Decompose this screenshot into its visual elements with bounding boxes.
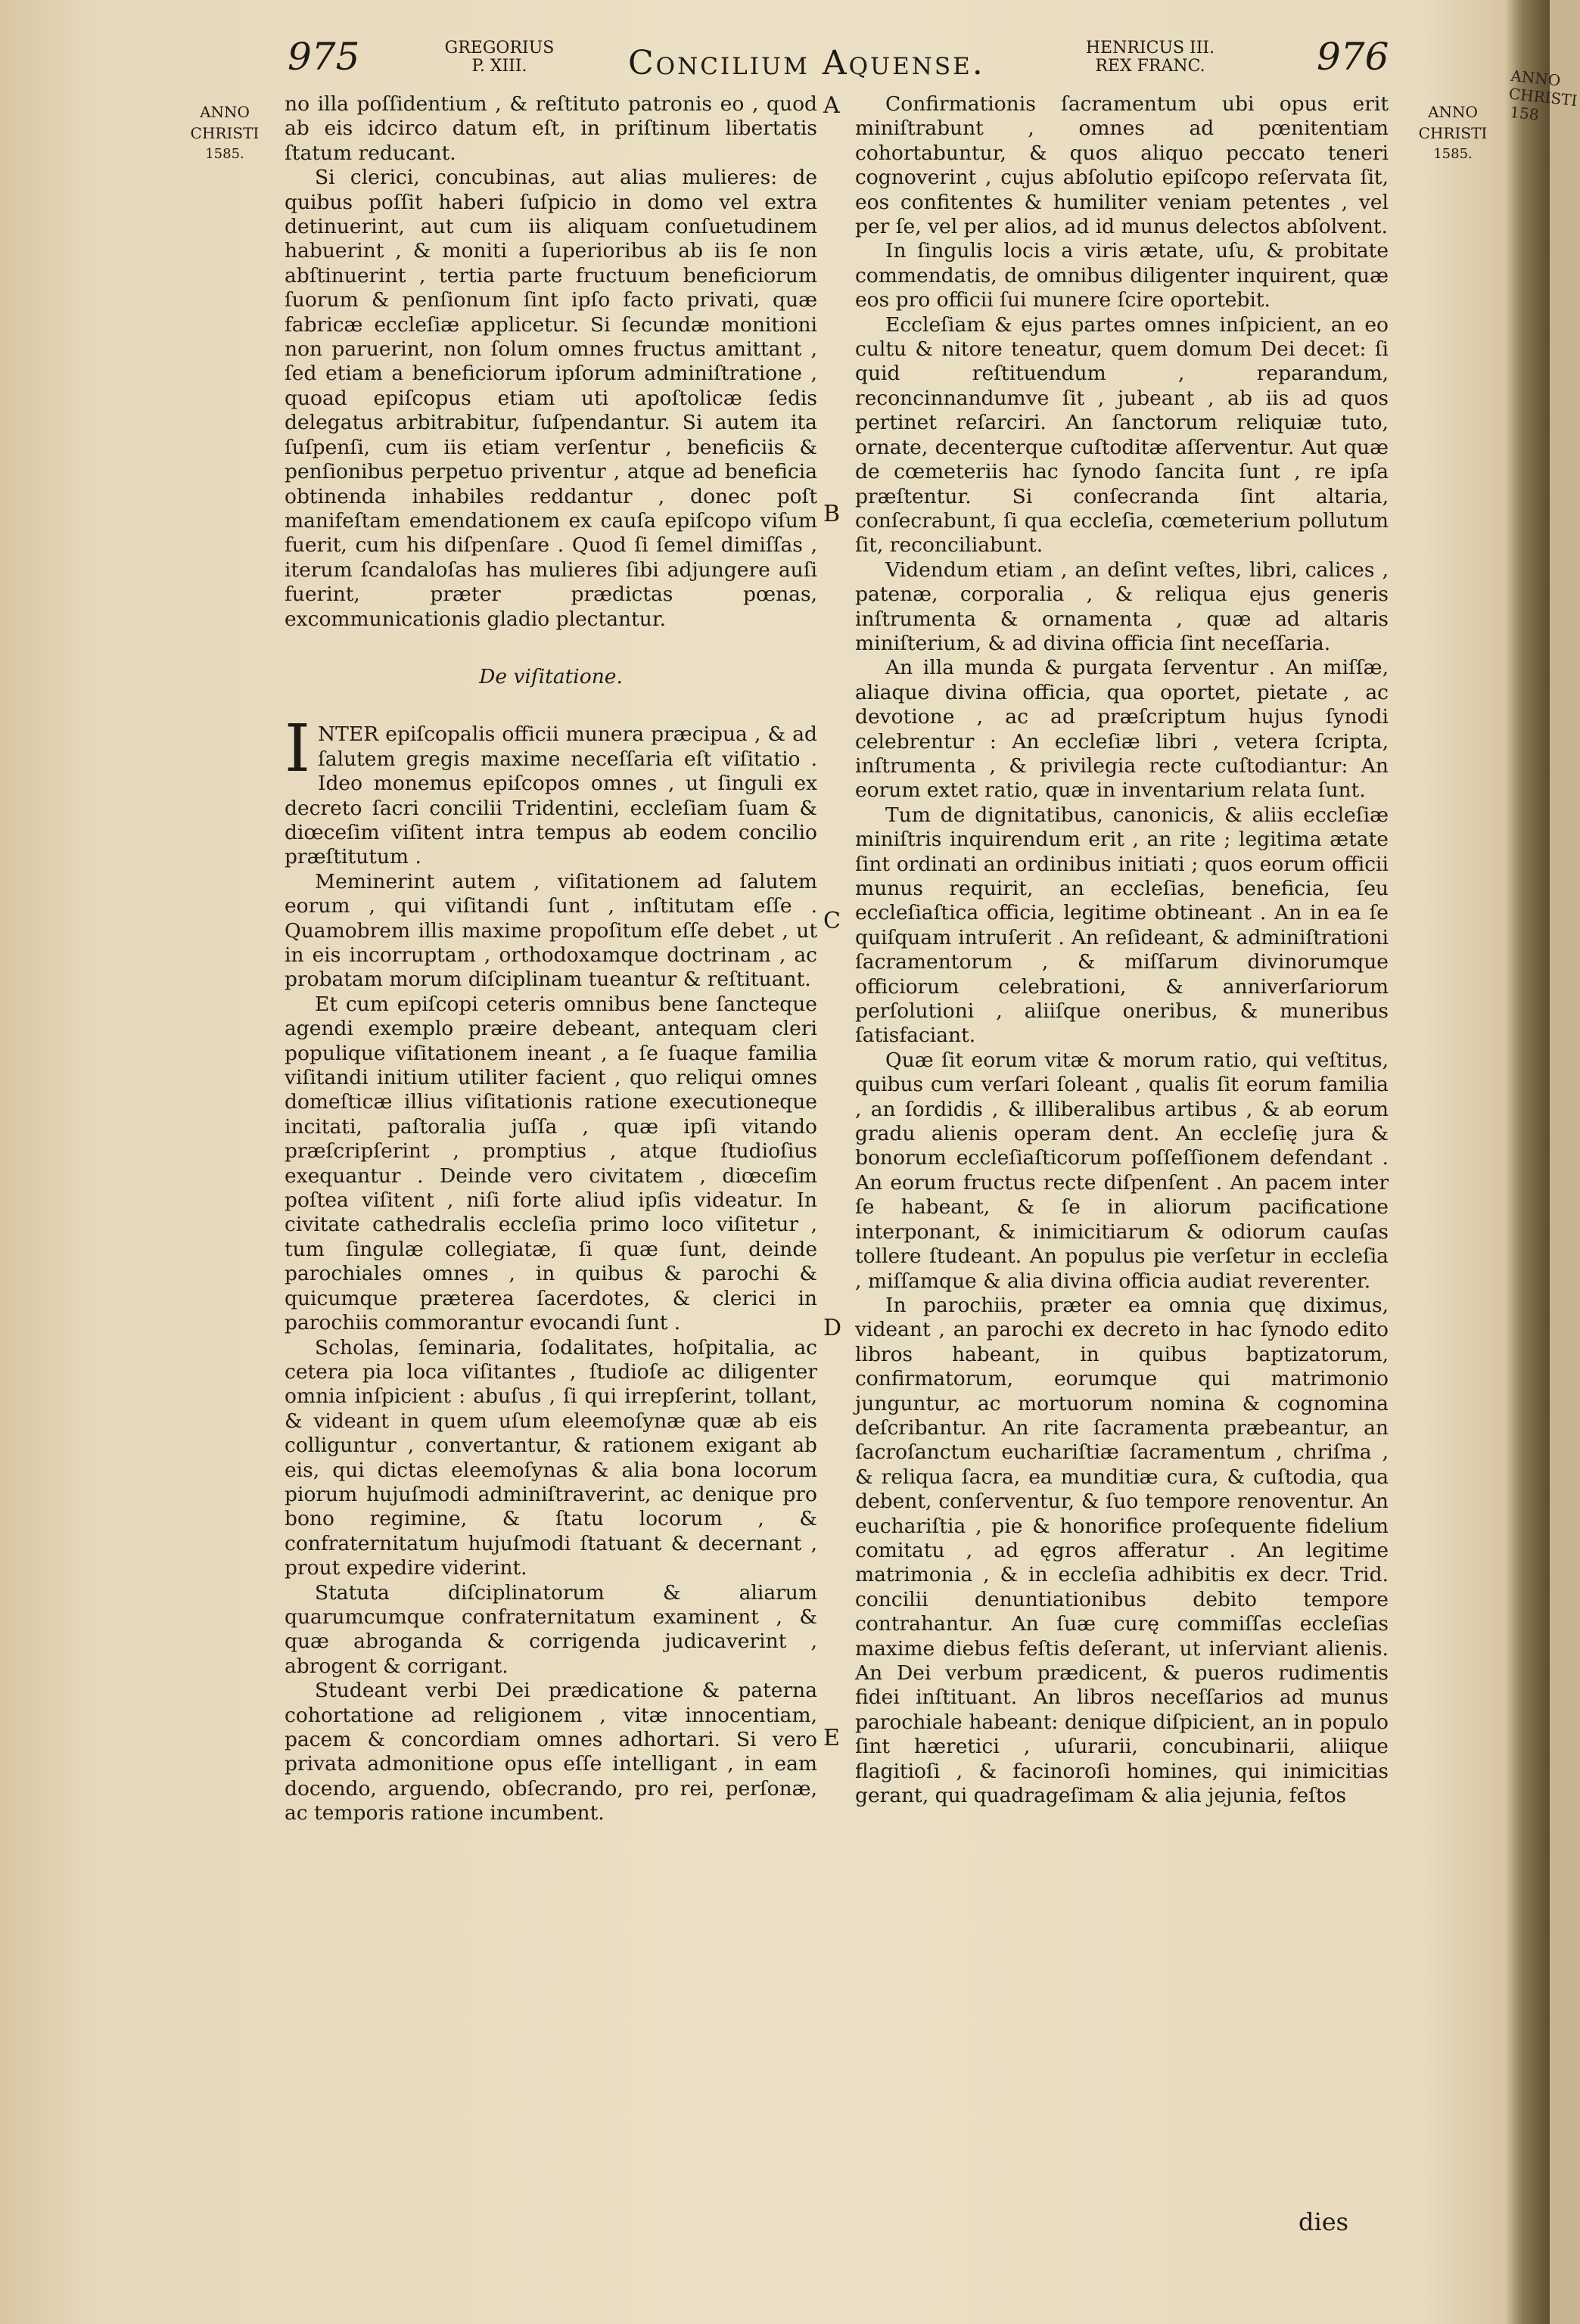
paragraph: Videndum etiam , an deſint veſtes, libri, calices , patenæ, corporalia , & reliqua ejus generis inſtrumenta & ornamenta , quæ ad altaris miniſterium, & ad divina officia ſint neceſſaria. <box>855 558 1389 655</box>
running-head-right-line1: HENRICUS III. <box>1085 39 1215 57</box>
section-letter-e: E <box>823 1725 840 1751</box>
page-number-right: 976 <box>1317 35 1389 79</box>
paragraph: Scholas, ſeminaria, ſodalitates, hoſpitalia, ac cetera pia loca viſitantes , ſtudioſe ac diligenter omnia inſpicient : abuſus , ſi qui irrepſerint, tollant, & videant in quem uſum eleemoſynæ quæ ab eis colliguntur , convertantur, & rationem exigant ab eis, qui dictas eleemoſynas & alia bona locorum piorum hujuſmodi adminiſtraverint, ac denique pro bono regimine, & ſtatu locorum , & confraternitatum hujuſmodi ſtatuant & decernant , prout expedire viderint. <box>285 1335 817 1580</box>
margin-note-year-right <box>1404 101 1502 165</box>
running-head-left <box>439 39 560 76</box>
paragraph: Et cum epiſcopi ceteris omnibus bene ſancteque agendi exemplo præire debeant, antequam cleri populique viſitationem ineant , a ſe ſuaque familia viſitandi initium utiliter facient , quo reliqui omnes domeſticæ illius viſitationis ratione executioneque incitati, paſtoralia juſſa , quæ ipſi vitando præſcripſerint , promptius , atque ſtudioſius exequantur . Deinde vero civitatem , diœceſim poſtea viſitent , niſi forte aliud ipſis videatur. In civitate cathedralis eccleſia primo loco viſitetur , tum ſingulæ collegiatæ, ſi quæ ſunt, deinde parochiales omnes , in quibus & parochi & quicumque præterea ſacerdotes, & clerici in parochiis commorantur evocandi ſunt . <box>285 992 817 1335</box>
margin-note-year: 1585. <box>205 146 244 162</box>
paragraph: Tum de dignitatibus, canonicis, & aliis eccleſiæ miniſtris inquirendum erit , an rite ; legitima ætate ſint ordinati an ordinibus initiati ; quos eorum officii munus requirit, an eccleſias, beneficia, ſeu eccleſiaſtica officia, legitime obtineant . An in ea ſe quiſquam intruſerit . An reſideant, & adminiſtrationi ſacramentorum , & miſſarum divinorumque officiorum celebrationi, & anniverſariorum perſolutioni , aliiſque oneribus, & muneribus ſatisfaciant. <box>855 803 1389 1048</box>
paragraph: In parochiis, præter ea omnia quę diximus, videant , an parochi ex decreto in hac ſynodo edito libros habeant, in quibus baptizatorum, confirmatorum, eorumque qui matrimonio junguntur, ac mortuorum nomina & cognomina deſcribantur. An rite ſacramenta præbeantur, an ſacroſanctum euchariſtiæ ſacramentum , chriſma , & reliqua ſacra, ea munditiæ cura, & cuſtodia, qua debent, conſerventur, & ſuo tempore renoventur. An euchariſtia , pie & honorifice proſequente fidelium comitatu , ad ęgros afferatur . An legitime matrimonia , & in eccleſia adhibitis ex decr. Trid. concilii denuntiationibus debito tempore contrahantur. An ſuæ curę commiſſas eccleſias maxime diebus feſtis deſerant, ut inſerviant alienis. An Dei verbum prædicent, & pueros rudimentis fidei inſtituant. An libros neceſſarios ad munus parochiale habeant: denique diſpicient, an in populo ſint hæretici , uſurarii, concubinarii, aliique flagitioſi , & facinoroſi homines, qui inimicitias gerant, qui quadrageſimam & alia jejunia, feſtos <box>855 1293 1389 1808</box>
margin-note-christi: CHRISTI <box>1418 124 1488 142</box>
paragraph: Studeant verbi Dei prædicatione & paterna cohortatione ad religionem , vitæ innocentiam, pacem & concordiam omnes adhortari. Si vero privata admonitione opus eſſe intelligant , in eam docendo, arguendo, obſecrando, pro rei, perſonæ, ac temporis ratione incumbent. <box>285 1679 817 1825</box>
margin-note-christi: CHRISTI <box>190 124 260 142</box>
paragraph: An illa munda & purgata ſerventur . An miſſæ, aliaque divina officia, qua oportet, pietate , ac devotione , ac ad præſcriptum hujus ſynodi celebrentur : An eccleſiæ libri , vetera ſcripta, inſtrumenta , & privilegia recte cuſtodiantur: An eorum extet ratio, quæ in inventarium relata ſunt. <box>855 656 1389 803</box>
facing-page-edge <box>1504 0 1578 2324</box>
paragraph: Si clerici, concubinas, aut alias mulieres: de quibus poſſit haberi ſuſpicio in domo vel extra detinuerint, aut cum iis aliquam conſuetudinem habuerint , & moniti a ſuperioribus ab iis ſe non abſtinuerint , tertia parte fructuum beneficiorum ſuorum & penſionum ſint ipſo facto privati, quæ fabricæ eccleſiæ applicetur. Si ſecundæ monitioni non paruerint, non ſolum omnes fructus amittant , ſed etiam a beneficiorum ipſorum adminiſtratione , quoad epiſcopus etiam uti apoſtolicæ ſedis delegatus arbitrabitur, ſuſpendantur. Si autem ita ſuſpenſi, cum iis etiam verſentur , beneficiis & penſionibus perpetuo priventur , atque ad beneficia obtinenda inhabiles reddantur , donec poſt manifeſtam emendationem ex cauſa epiſcopo viſum fuerit, cum his diſpenſare . Quod ſi ſemel dimiſſas , iterum ſcandaloſas has mulieres ſibi adjungere auſi fuerint, præter prædictas pœnas, excommunicationis gladio plectantur. <box>285 166 817 631</box>
section-letter-a: A <box>823 92 840 119</box>
margin-note-anno: ANNO <box>1428 103 1478 121</box>
right-column <box>855 92 1389 1808</box>
catchword: dies <box>1299 2207 1349 2236</box>
left-column <box>285 92 817 1826</box>
paragraph: Meminerint autem , viſitationem ad ſalutem eorum , qui viſitandi ſunt , inſtitutam eſſe . Quamobrem illis maxime propoſitum eſſe debet , ut in eis incorruptam , orthodoxamque doctrinam , ac probatam morum diſciplinam tueantur & reſtituant. <box>285 869 817 992</box>
paragraph: Statuta diſciplinatorum & aliarum quarumcumque confraternitatum examinent , & quæ abroganda & corrigenda judicaverint , abrogent & corrigant. <box>285 1580 817 1678</box>
page-number-left: 975 <box>288 35 360 79</box>
drop-cap: I <box>285 711 310 788</box>
section-letter-c: C <box>823 908 841 934</box>
running-head-right <box>1075 39 1226 76</box>
paragraph-with-drop-cap <box>285 711 817 869</box>
running-head-left-line2: P. XIII. <box>471 57 527 76</box>
margin-note-year: 1585. <box>1433 146 1473 162</box>
paragraph: Eccleſiam & ejus partes omnes inſpicient, an eo cultu & nitore teneatur, quem domum Dei decet: ſi quid reſtituendum , reparandum, reconcinnandumve ſit , jubeant , ab iis ad quos pertinet reſarciri. An ſanctorum reliquiæ tuto, ornate, decenterque cuſtoditæ aſſerventur. Aut quæ de cœmeteriis hac ſynodo ſancita ſunt , re ipſa præſtentur. Si conſecranda ſint altaria, conſecrabunt, ſi qua eccleſia, cœmeterium pollutum ſit, reconciliabunt. <box>855 312 1389 558</box>
paragraph: Quæ ſit eorum vitæ & morum ratio, qui veſtitus, quibus cum verſari ſoleant , qualis ſit eorum familia , an ſordidis , & illiberalibus artibus , & ab eorum gradu alienis operam dent. An eccleſię jura & bonorum eccleſiaſticorum poſſeſſionem defendant . An eorum fructus recte diſpenſent . An pacem inter ſe habeant, & ſe in aliorum pacificatione interponant, & inimicitiarum & odiorum cauſas tollere ſtudeant. An populus pie verſetur in eccleſia , miſſamque & alia divina officia audiat reverenter. <box>855 1048 1389 1293</box>
paragraph: no illa poſſidentium , & reſtituto patronis eo , quod ab eis idcirco datum eſt, in priſtinum libertatis ſtatum reducant. <box>285 92 817 165</box>
section-letter-d: D <box>823 1315 842 1341</box>
page-header <box>288 35 1389 88</box>
margin-note-year-left <box>176 101 274 165</box>
section-letter-b: B <box>823 501 841 527</box>
facing-page-margin-note: ANNO CHRISTI 158 <box>1507 66 1578 124</box>
running-title: Concilium Aquense. <box>628 44 985 82</box>
paragraph: Confirmationis ſacramentum ubi opus erit miniſtrabunt , omnes ad pœnitentiam cohortabuntur, & quos aliquo peccato teneri cognoverint , cujus abſolutio epiſcopo reſervata ſit, eos confitentes & humiliter veniam petentes , vel per ſe, vel per alios, ad id munus delectos abſolvent. <box>855 92 1389 239</box>
section-heading: De viſitatione. <box>479 664 623 688</box>
paragraph-text: NTER epiſcopalis officii munera præcipua , & ad ſalutem gregis maxime neceſſaria eſt viſitatio . Ideo monemus epiſcopos omnes , ut ſinguli ex decreto ſacri concilii Tridentini, eccleſiam ſuam & diœceſim viſitent intra tempus ab eodem concilio præſtitutum . <box>285 722 817 869</box>
margin-note-anno: ANNO <box>200 103 250 121</box>
paragraph: In ſingulis locis a viris ætate, uſu, & probitate commendatis, de omnibus diligenter inquirent, quæ eos pro officii ſui munere ſcire oportebit. <box>855 239 1389 312</box>
running-head-left-line1: GREGORIUS <box>444 39 555 57</box>
running-head-right-line2: REX FRANC. <box>1095 57 1205 76</box>
